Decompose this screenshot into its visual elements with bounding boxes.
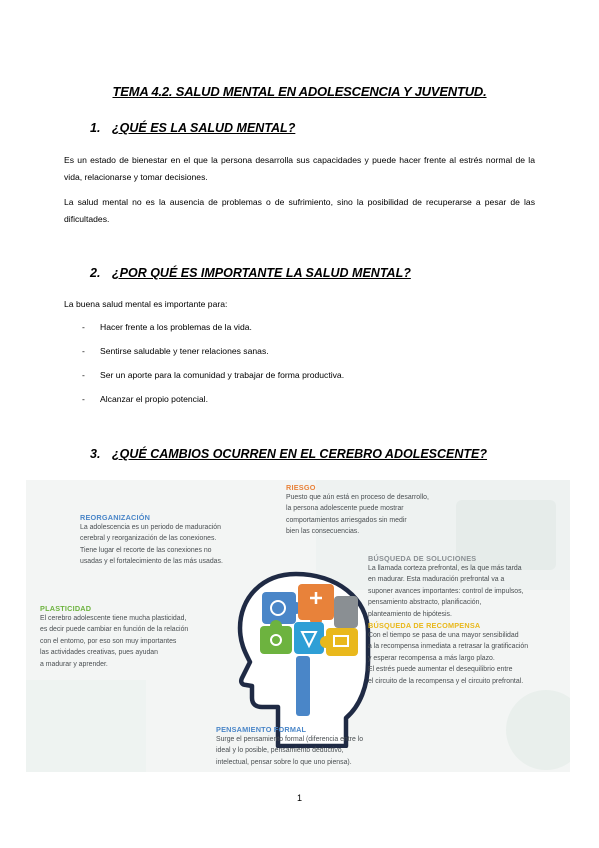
recompensa-title: BÚSQUEDA DE RECOMPENSA — [368, 621, 481, 630]
soluciones-block — [368, 554, 568, 620]
brain-infographic — [26, 480, 570, 772]
page-title: TEMA 4.2. SALUD MENTAL EN ADOLESCENCIA Y JUVENTUD. — [112, 84, 487, 99]
list-item: - Alcanzar el propio potencial. — [82, 394, 208, 404]
section-2-heading — [90, 266, 411, 280]
paragraph: La buena salud mental es importante para: — [64, 299, 228, 309]
list-item: - Sentirse saludable y tener relaciones sanas. — [82, 346, 269, 356]
brain-stem — [296, 656, 310, 716]
soluciones-title: BÚSQUEDA DE SOLUCIONES — [368, 554, 477, 563]
list-item: - Hacer frente a los problemas de la vida. — [82, 322, 252, 332]
section-number: 1. — [90, 121, 101, 135]
formal-block — [216, 725, 416, 768]
section-3-heading — [90, 447, 487, 461]
paragraph: Es un estado de bienestar en el que la persona desarrolla sus capacidades y puede hacer frente al estrés normal de la vida, relacionarse y tomar decisiones. — [64, 155, 535, 182]
reorganizacion-text: La adolescencia es un periodo de maduración cerebral y reorganización de las conexiones. Tiene lugar el recorte de las conexiones no usadas y el fortalecimiento de las más usadas. — [80, 524, 223, 566]
plasticidad-text: El cerebro adolescente tiene mucha plasticidad, es decir puede cambiar en función de la relación con el entorno, por eso son muy importantes las actividades creativas, pues ayudan a madurar y aprender. — [40, 615, 189, 668]
formal-text: Surge el pensamiento formal (diferencia entre lo ideal y lo posible, pensamiento deductivo, intelectual, pensar sobre lo que uno piensa). — [216, 736, 364, 766]
section-heading-text: ¿POR QUÉ ES IMPORTANTE LA SALUD MENTAL? — [112, 266, 411, 280]
paragraph: La salud mental no es la ausencia de problemas o de sufrimiento, sino la posibilidad de recuperarse a pesar de las dificultades. — [64, 197, 535, 224]
recompensa-text: Con el tiempo se pasa de una mayor sensibilidad a la recompensa inmediata a retrasar la gratificación y esperar recompensa a más largo plazo. El estrés puede aumentar el desequilibrio entre el circuito de la recompensa y el circuito prefrontal. — [368, 632, 529, 685]
section-number: 2. — [90, 266, 101, 280]
puzzle-piece — [334, 596, 358, 628]
section-heading-text: ¿QUÉ CAMBIOS OCURREN EN EL CEREBRO ADOLESCENTE? — [112, 447, 488, 461]
reorganizacion-title: REORGANIZACIÓN — [80, 513, 151, 522]
section-heading-text: ¿QUÉ ES LA SALUD MENTAL? — [112, 121, 296, 135]
riesgo-title: RIESGO — [286, 483, 316, 492]
section-1-heading — [90, 121, 295, 135]
riesgo-text: Puesto que aún está en proceso de desarrollo, la persona adolescente puede mostrar comportamientos arriesgados sin medir bien las consecuencias. — [286, 494, 429, 536]
soluciones-text: La llamada corteza prefrontal, es la que más tarda en madurar. Esta maduración prefrontal va a suponer avances importantes: control de impulsos, pensamiento abstracto, planificación, planteamiento de hipótesis. — [368, 565, 524, 618]
formal-title: PENSAMIENTO FORMAL — [216, 725, 307, 734]
plasticidad-block — [40, 604, 240, 670]
head-brain-icon — [234, 570, 374, 748]
riesgo-block — [286, 483, 486, 538]
reorganizacion-block — [80, 513, 280, 568]
list-item: - Ser un aporte para la comunidad y trabajar de forma productiva. — [82, 370, 345, 380]
page-number: 1 — [296, 793, 302, 803]
plasticidad-title: PLASTICIDAD — [40, 604, 92, 613]
recompensa-block — [368, 621, 568, 687]
puzzle-piece — [294, 622, 324, 654]
section-number: 3. — [90, 447, 101, 461]
